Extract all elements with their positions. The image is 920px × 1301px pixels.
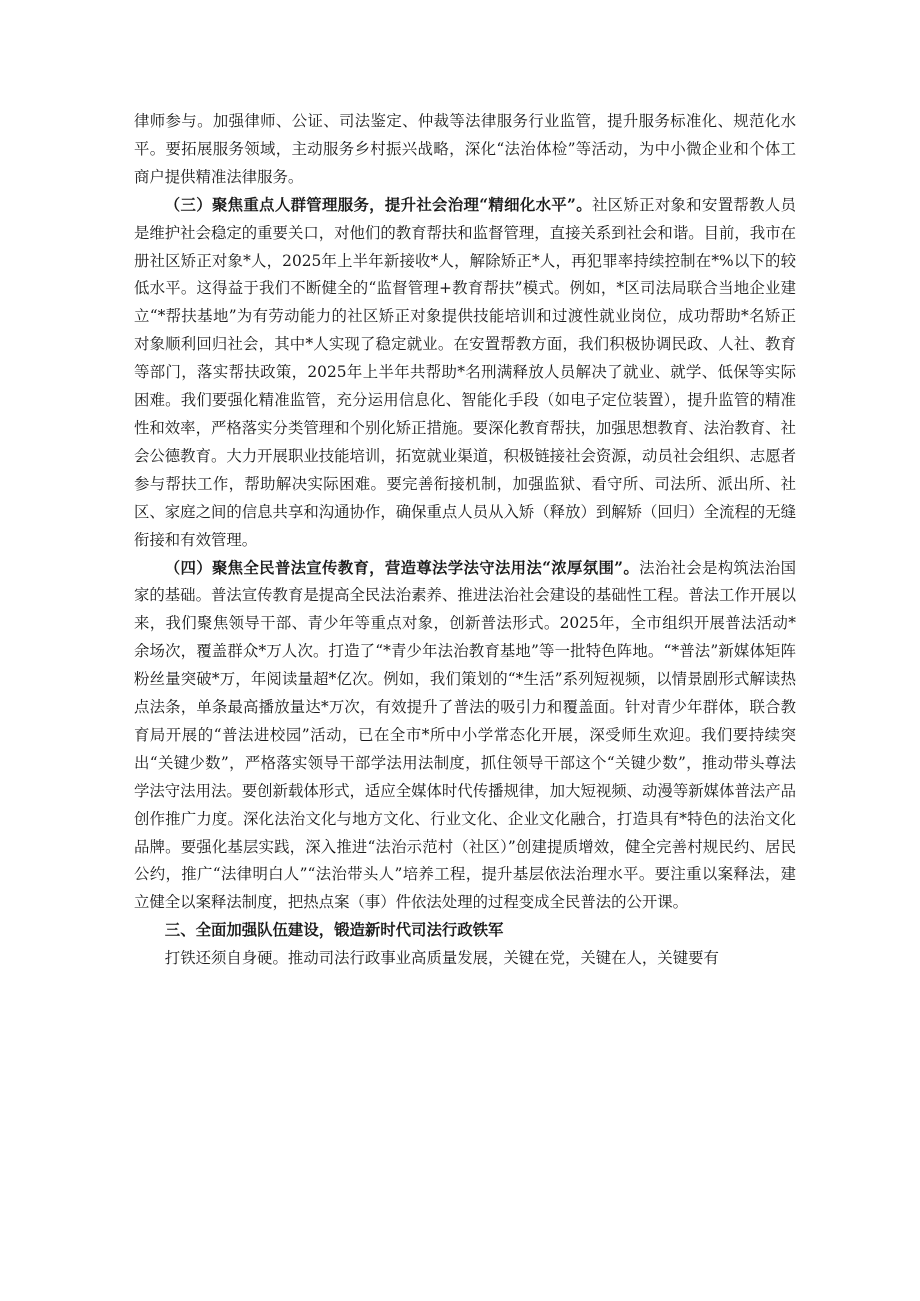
subheading-legal-education: （四）聚焦全民普法宣传教育，营造尊法学法守法用法“浓厚氛围”。 xyxy=(164,558,640,577)
paragraph-key-groups xyxy=(134,192,796,555)
subheading-key-groups: （三）聚焦重点人群管理服务，提升社会治理“精细化水平”。 xyxy=(164,195,592,214)
body-key-groups: 社区矫正对象和安置帮教人员是维护社会稳定的重要关口，对他们的教育帮扶和监督管理，直接关系到社会和谐。目前，我市在册社区矫正对象*人，2025年上半年新接收*人，解除矫正*人，再犯罪率持续控制在*%以下的较低水平。这得益于我们不断健全的“监督管理+教育帮扶”模式。例如，*区司法局联合当地企业建立“*帮扶基地”为有劳动能力的社区矫正对象提供技能培训和过渡性就业岗位，成功帮助*名矫正对象顺利回归社会，其中*人实现了稳定就业。在安置帮教方面，我们积极协调民政、人社、教育等部门，落实帮扶政策，2025年上半年共帮助*名刑满释放人员解决了就业、就学、低保等实际困难。我们要强化精准监管，充分运用信息化、智能化手段（如电子定位装置），提升监管的精准性和效率，严格落实分类管理和个别化矫正措施。要深化教育帮扶，加强思想教育、法治教育、社会公德教育。大力开展职业技能培训，拓宽就业渠道，积极链接社会资源，动员社会组织、志愿者参与帮扶工作，帮助解决实际困难。要完善衔接机制，加强监狱、看守所、司法所、派出所、社区、家庭之间的信息共享和沟通协作，确保重点人员从入矫（释放）到解矫（回归）全流程的无缝衔接和有效管理。 xyxy=(134,195,796,549)
document-page xyxy=(134,108,796,973)
paragraph-legal-education xyxy=(134,555,796,918)
section-three-intro: 打铁还须自身硬。推动司法行政事业高质量发展，关键在党，关键在人，关键要有 xyxy=(164,949,719,968)
paragraph-legal-services: 律师参与。加强律师、公证、司法鉴定、仲裁等法律服务行业监管，提升服务标准化、规范化水平。要拓展服务领域，主动服务乡村振兴战略，深化“法治体检”等活动，为中小微企业和个体工商户提供精准法律服务。 xyxy=(134,112,796,186)
body-legal-education: 法治社会是构筑法治国家的基础。普法宣传教育是提高全民法治素养、推进法治社会建设的基础性工程。普法工作开展以来，我们聚焦领导干部、青少年等重点对象，创新普法形式。2025年，全市组织开展普法活动*余场次，覆盖群众*万人次。打造了“*青少年法治教育基地”等一批特色阵地。“*普法”新媒体矩阵粉丝量突破*万，年阅读量超*亿次。例如，我们策划的“*生活”系列短视频，以情景剧形式解读热点法条，单条最高播放量达*万次，有效提升了普法的吸引力和覆盖面。针对青少年群体，联合教育局开展的“普法进校园”活动，已在全市*所中小学常态化开展，深受师生欢迎。我们要持续突出“关键少数”，严格落实领导干部学法用法制度，抓住领导干部这个“关键少数”，推动带头尊法学法守法用法。要创新载体形式，适应全媒体时代传播规律，加大短视频、动漫等新媒体普法产品创作推广力度。深化法治文化与地方文化、行业文化、企业文化融合，打造具有*特色的法治文化品牌。要强化基层实践，深入推进“法治示范村（社区）”创建提质增效，健全完善村规民约、居民公约，推广“法律明白人”“法治带头人”培养工程，提升基层依法治理水平。要注重以案释法，建立健全以案释法制度，把热点案（事）件依法处理的过程变成全民普法的公开课。 xyxy=(134,558,796,912)
section-three-title: 三、全面加强队伍建设，锻造新时代司法行政铁军 xyxy=(164,921,504,940)
